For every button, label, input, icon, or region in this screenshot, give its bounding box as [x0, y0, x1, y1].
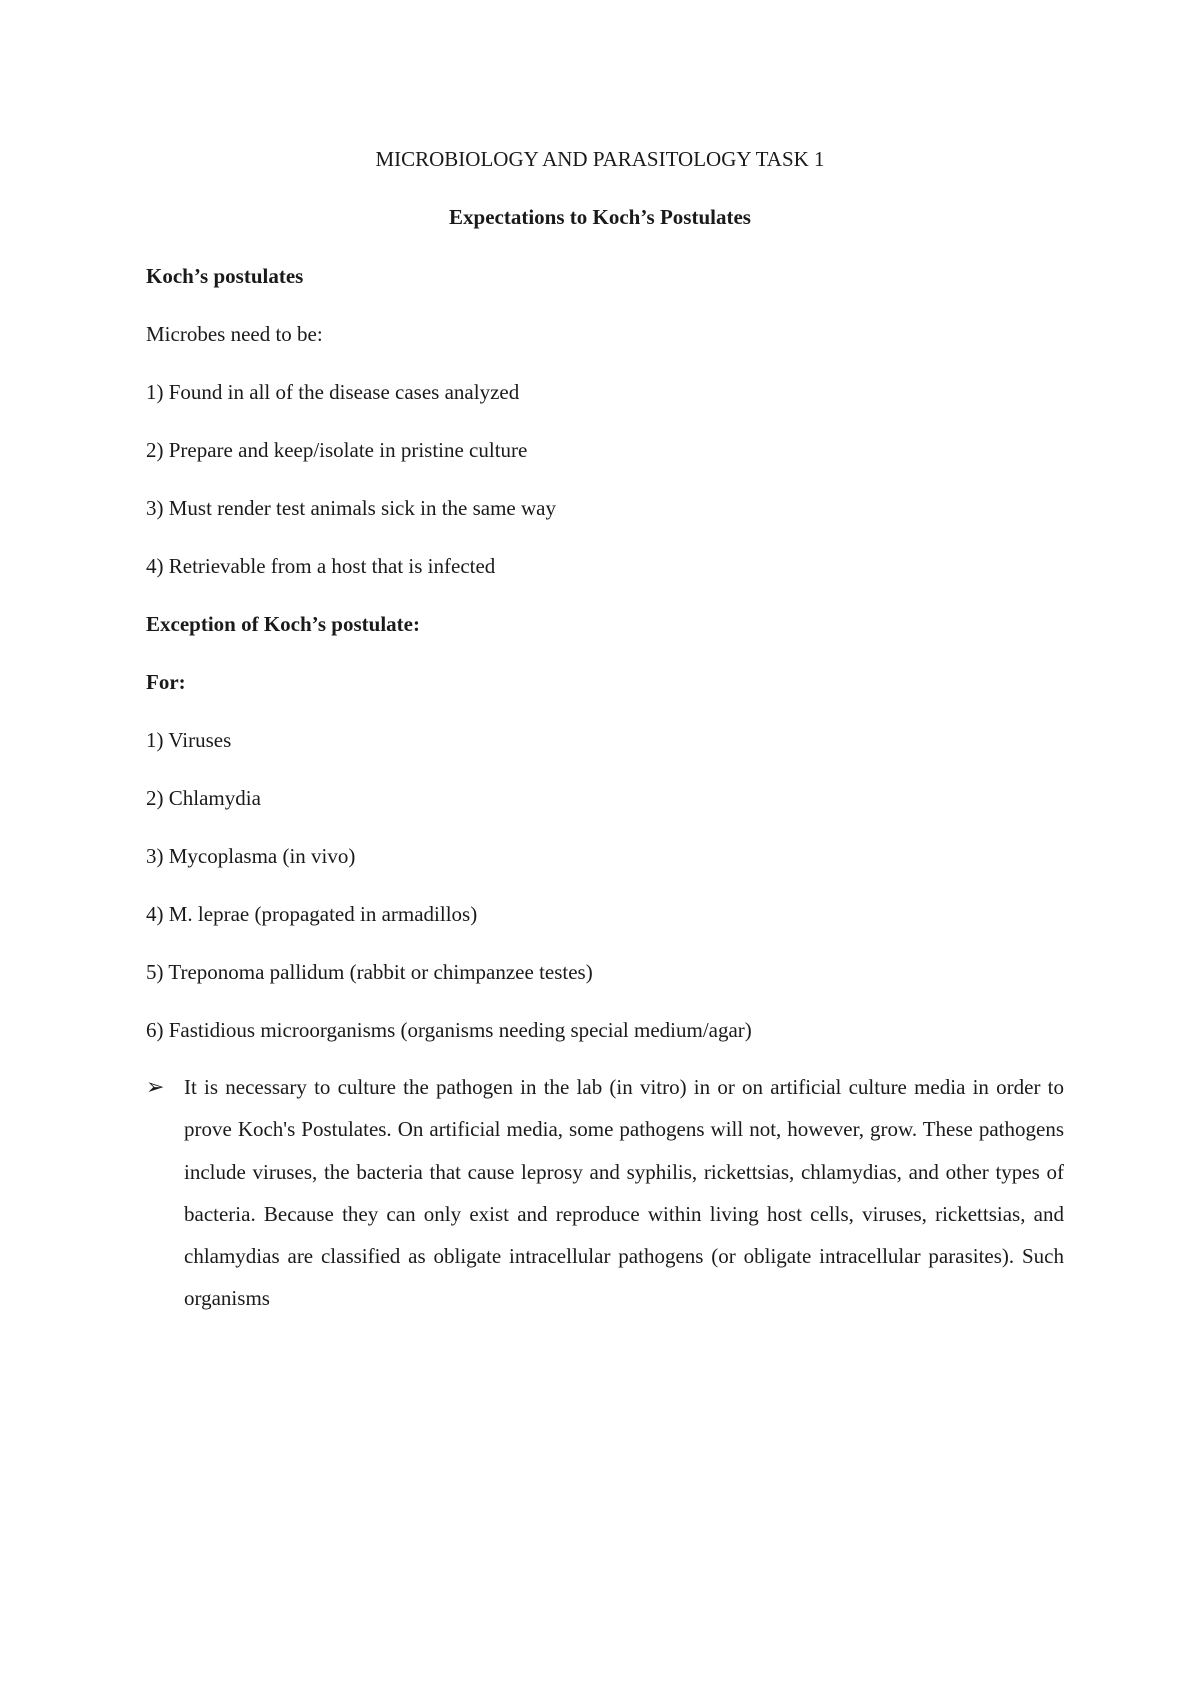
section-heading-kochs-postulates: Koch’s postulates [146, 264, 304, 288]
exception-item: 6) Fastidious microorganisms (organisms needing special medium/agar) [146, 1018, 752, 1042]
exception-item: 5) Treponoma pallidum (rabbit or chimpanzee testes) [146, 960, 593, 984]
bullet-paragraph-text: It is necessary to culture the pathogen in the lab (in vitro) in or on artificial culture media in order to prove Koch's Postulates. On artificial media, some pathogens will not, however, grow. These pathogens include viruses, the bacteria that cause leprosy and syphilis, rickettsias, chlamydias, and other types of bacteria. Because they can only exist and reproduce within living host cells, viruses, rickettsias, and chlamydias are classified as obligate intracellular pathogens (or obligate intracellular parasites). Such organisms [184, 1075, 1064, 1311]
document-subtitle: Expectations to Koch’s Postulates [449, 205, 751, 229]
section-subheading-for: For: [146, 670, 186, 694]
section-heading-exceptions: Exception of Koch’s postulate: [146, 612, 420, 636]
postulate-item: 3) Must render test animals sick in the same way [146, 496, 556, 520]
document-title: MICROBIOLOGY AND PARASITOLOGY TASK 1 [375, 147, 825, 171]
exception-item: 4) M. leprae (propagated in armadillos) [146, 902, 478, 926]
postulate-item: 4) Retrievable from a host that is infected [146, 554, 496, 578]
exception-item: 1) Viruses [146, 728, 232, 752]
exception-item: 3) Mycoplasma (in vivo) [146, 844, 356, 868]
section-intro: Microbes need to be: [146, 322, 323, 346]
arrow-bullet-icon: ➢ [146, 1074, 165, 1099]
exception-item: 2) Chlamydia [146, 786, 261, 810]
postulate-item: 1) Found in all of the disease cases analyzed [146, 380, 520, 404]
postulate-item: 2) Prepare and keep/isolate in pristine culture [146, 438, 528, 462]
